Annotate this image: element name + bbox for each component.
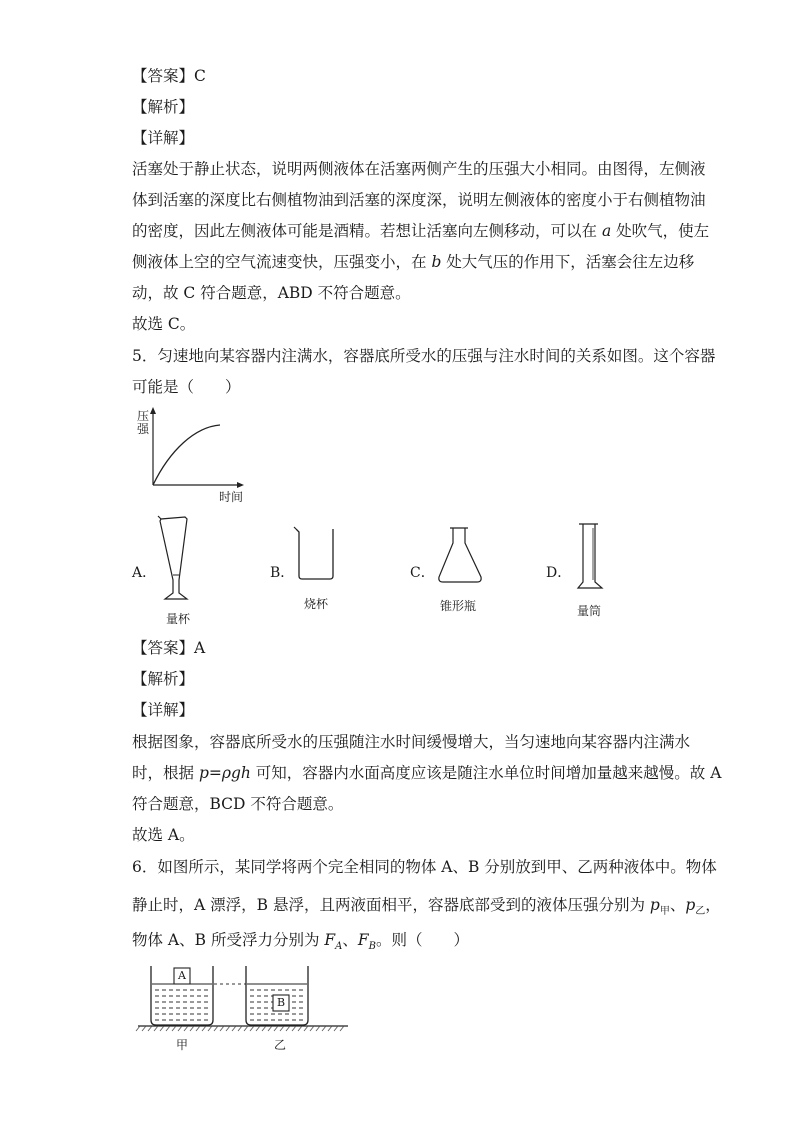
conclusion-q5: 故选 A。 (132, 826, 195, 844)
analysis-header-q4: 【解析】 (132, 98, 195, 116)
graph-xlabel: 时间 (219, 490, 244, 504)
option-a-letter: A． (132, 565, 157, 581)
conical-flask-icon (435, 525, 485, 585)
detail-line: 根据图象，容器底所受水的压强随注水时间缓慢增大，当匀速地向某容器内注满水 (132, 733, 691, 751)
answer-line-q5: 【答案】A (132, 639, 206, 657)
question-6-stem: 静止时，A 漂浮，B 悬浮，且两液面相平，容器底部受到的液体压强分别为 $p_甲$、$p_乙$， (132, 896, 721, 918)
detail-header-q4: 【详解】 (132, 129, 195, 147)
measuring-cup-icon (157, 515, 197, 605)
container-left-caption: 甲 (176, 1038, 189, 1052)
two-containers-figure (136, 962, 356, 1042)
detail-line: 侧液体上空的空气流速变快，压强变小，在 b 处大气压的作用下，活塞会往左边移 (132, 253, 695, 271)
detail-line: 时，根据 p=ρgh 可知，容器内水面高度应该是随注水单位时间增加量越来越慢。故 A (132, 764, 722, 782)
option-b-letter: B． (270, 565, 295, 581)
container-right-caption: 乙 (274, 1038, 287, 1052)
beaker-icon (294, 526, 338, 582)
option-a-caption: 量杯 (166, 612, 191, 626)
block-b-label: B (277, 996, 286, 1009)
question-5-stem: 可能是（ ） (132, 378, 241, 396)
graph-ylabel: 压强 (137, 409, 150, 436)
detail-line: 符合题意，BCD 不符合题意。 (132, 795, 344, 813)
option-c-letter: C． (410, 565, 435, 581)
detail-line: 动，故 C 符合题意，ABD 不符合题意。 (132, 284, 411, 302)
block-a-label: A (178, 969, 186, 982)
detail-line: 的密度，因此左侧液体可能是酒精。若想让活塞向左侧移动，可以在 a 处吹气，使左 (132, 222, 710, 240)
graduated-cylinder-icon (576, 522, 606, 592)
detail-header-q5: 【详解】 (132, 701, 195, 719)
option-b-caption: 烧杯 (304, 597, 329, 611)
option-d-letter: D． (546, 565, 572, 581)
option-d-caption: 量筒 (577, 604, 602, 618)
detail-line: 活塞处于静止状态，说明两侧液体在活塞两侧产生的压强大小相同。由图得，左侧液 (132, 160, 706, 178)
analysis-header-q5: 【解析】 (132, 670, 195, 688)
question-6-stem: 物体 A、B 所受浮力分别为 $F_A$、$F_B$。则（ ） (132, 931, 470, 953)
answer-line-q4: 【答案】C (132, 67, 206, 85)
option-c-caption: 锥形瓶 (440, 599, 477, 613)
question-5-stem: 5．匀速地向某容器内注满水，容器底所受水的压强与注水时间的关系如图。这个容器 (132, 347, 716, 365)
detail-line: 体到活塞的深度比右侧植物油到活塞的深度深，说明左侧液体的密度小于右侧植物油 (132, 191, 706, 209)
conclusion-q4: 故选 C。 (132, 315, 196, 333)
question-6-stem: 6．如图所示，某同学将两个完全相同的物体 A、B 分别放到甲、乙两种液体中。物体 (132, 858, 717, 876)
